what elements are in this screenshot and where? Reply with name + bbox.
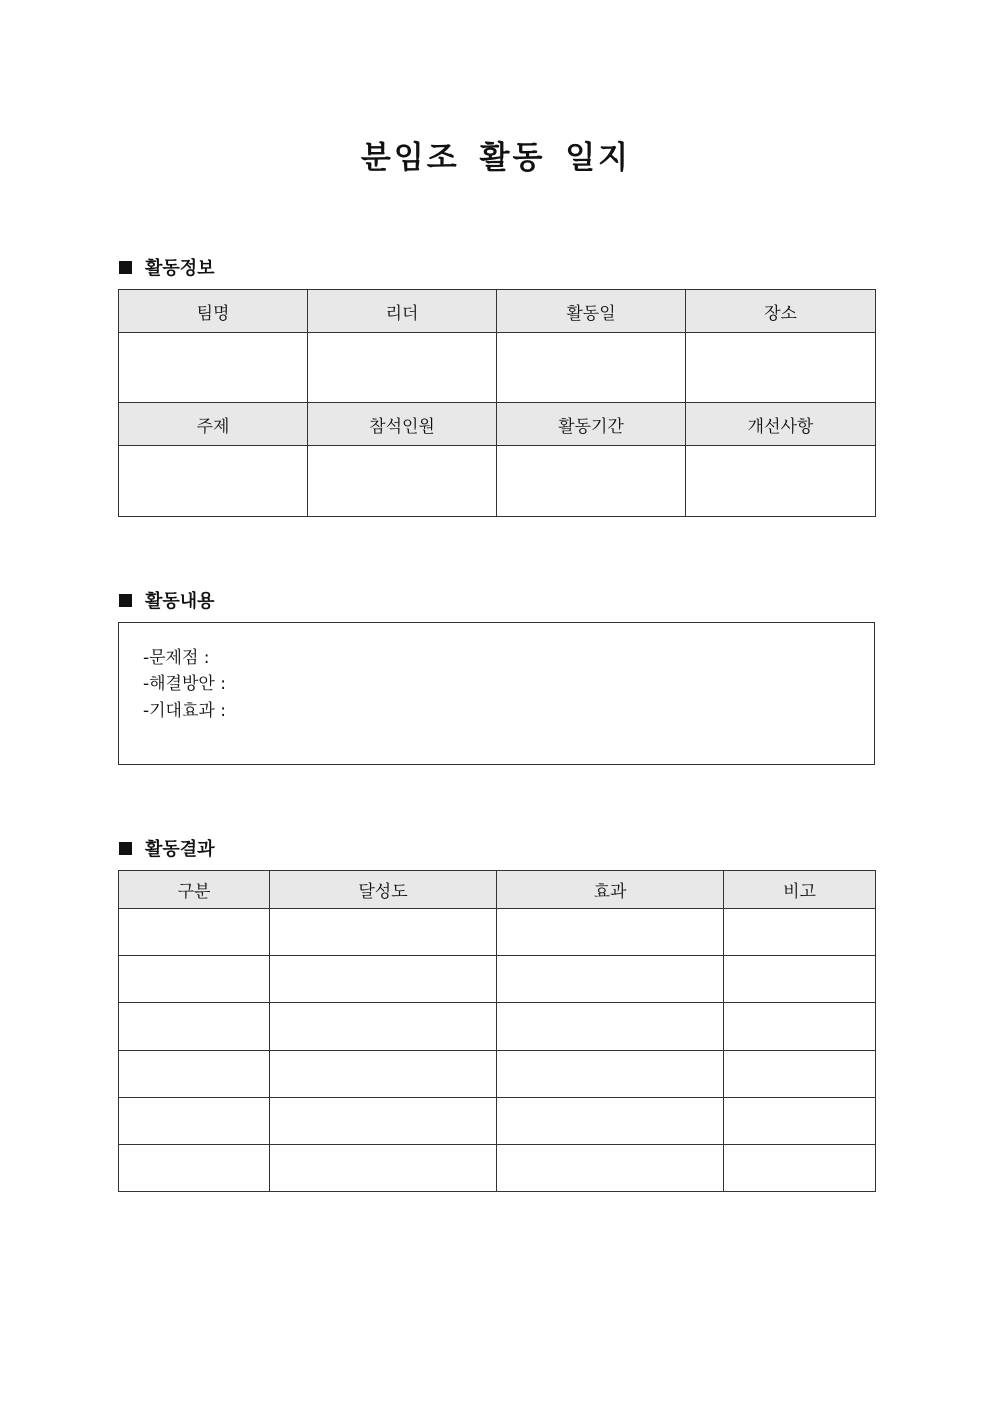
cell-effect[interactable] (497, 1145, 724, 1192)
cell-achievement[interactable] (270, 909, 497, 956)
header-activity-period: 활동기간 (497, 403, 686, 446)
cell-remarks[interactable] (724, 1051, 876, 1098)
header-leader: 리더 (308, 290, 497, 333)
cell-achievement[interactable] (270, 1051, 497, 1098)
cell-remarks[interactable] (724, 909, 876, 956)
cell-achievement[interactable] (270, 1098, 497, 1145)
square-bullet-icon (119, 261, 132, 274)
page-title: 분임조 활동 일지 (360, 140, 632, 176)
square-bullet-icon (119, 842, 132, 855)
header-effect: 효과 (497, 871, 724, 909)
cell-remarks[interactable] (724, 1145, 876, 1192)
header-location: 장소 (686, 290, 876, 333)
square-bullet-icon (119, 594, 132, 607)
cell-team-name[interactable] (119, 333, 308, 403)
cell-achievement[interactable] (270, 1003, 497, 1051)
cell-effect[interactable] (497, 956, 724, 1003)
cell-category[interactable] (119, 1051, 270, 1098)
table-row (119, 1003, 876, 1051)
table-row (119, 1051, 876, 1098)
cell-remarks[interactable] (724, 1003, 876, 1051)
cell-category[interactable] (119, 1098, 270, 1145)
header-category: 구분 (119, 871, 270, 909)
cell-category[interactable] (119, 909, 270, 956)
header-attendees: 참석인원 (308, 403, 497, 446)
section-heading-result-label: 활동결과 (145, 839, 215, 860)
content-line-solution: -해결방안 : (143, 674, 226, 694)
table-row (119, 956, 876, 1003)
table-row (119, 909, 876, 956)
header-team-name: 팀명 (119, 290, 308, 333)
activity-result-table (118, 870, 876, 1192)
cell-activity-date[interactable] (497, 333, 686, 403)
header-achievement: 달성도 (270, 871, 497, 909)
cell-effect[interactable] (497, 1098, 724, 1145)
cell-achievement[interactable] (270, 1145, 497, 1192)
activity-info-table (118, 289, 876, 517)
header-improvements: 개선사항 (686, 403, 876, 446)
cell-improvements[interactable] (686, 446, 876, 517)
section-heading-content (119, 587, 215, 613)
section-heading-info-label: 활동정보 (145, 258, 215, 279)
cell-category[interactable] (119, 956, 270, 1003)
cell-category[interactable] (119, 1145, 270, 1192)
table-row (119, 1098, 876, 1145)
table-row (119, 1145, 876, 1192)
cell-activity-period[interactable] (497, 446, 686, 517)
cell-attendees[interactable] (308, 446, 497, 517)
content-line-expected-effect: -기대효과 : (143, 701, 226, 721)
cell-effect[interactable] (497, 909, 724, 956)
cell-effect[interactable] (497, 1003, 724, 1051)
section-heading-result (119, 835, 215, 861)
section-heading-info (119, 254, 215, 280)
activity-content-box[interactable] (118, 622, 875, 765)
cell-leader[interactable] (308, 333, 497, 403)
section-heading-content-label: 활동내용 (145, 591, 215, 612)
cell-remarks[interactable] (724, 956, 876, 1003)
cell-remarks[interactable] (724, 1098, 876, 1145)
header-remarks: 비고 (724, 871, 876, 909)
cell-category[interactable] (119, 1003, 270, 1051)
content-line-problem: -문제점 : (143, 648, 210, 668)
header-topic: 주제 (119, 403, 308, 446)
cell-location[interactable] (686, 333, 876, 403)
cell-effect[interactable] (497, 1051, 724, 1098)
header-activity-date: 활동일 (497, 290, 686, 333)
cell-achievement[interactable] (270, 956, 497, 1003)
cell-topic[interactable] (119, 446, 308, 517)
